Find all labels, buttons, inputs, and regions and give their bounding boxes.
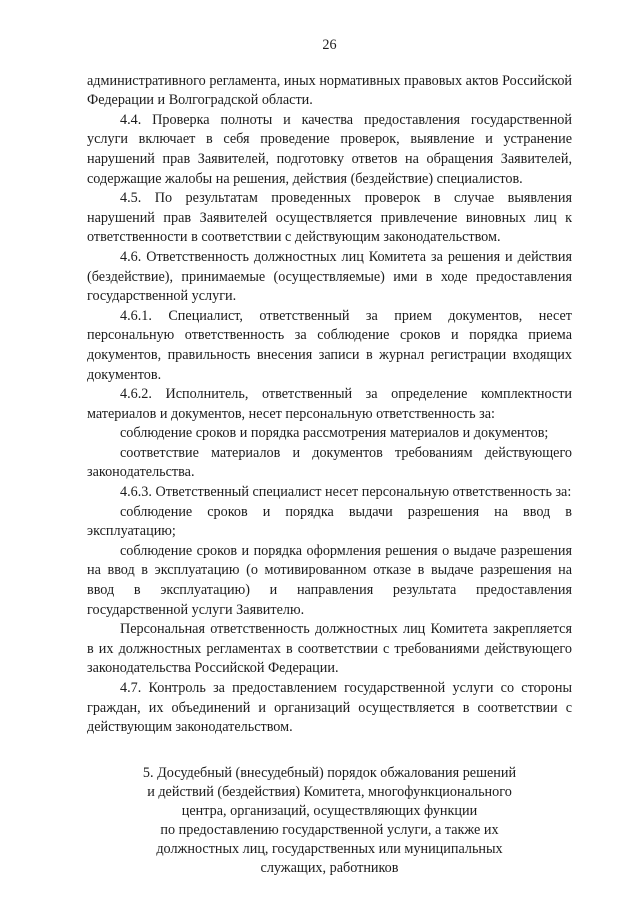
list-item: соблюдение сроков и порядка оформления решения о выдаче разрешения на ввод в эксплуатацию (о мотивированном отказе в выдаче разрешения на ввод в эксплуатацию) и направления результата предоставления государственной услуги Заявителю. [87,542,572,618]
paragraph: 4.5. По результатам проведенных проверок в случае выявления нарушений прав Заявителей осуществляется привлечение виновных лиц к ответственности в соответствии с действующим законодательством. [87,190,572,246]
paragraph: 4.7. Контроль за предоставлением государственной услуги со стороны граждан, их объединений и организаций осуществляется в соответствии с действующим законодательством. [87,680,572,736]
paragraph: 4.6.2. Исполнитель, ответственный за определение комплектности материалов и документов, несет персональную ответственность за: [87,386,572,422]
paragraph: административного регламента, иных нормативных правовых актов Российской Федерации и Волгоградской области. [87,72,572,109]
section-heading-line: служащих, работников [260,859,399,876]
section-heading-line: по предоставлению государственной услуги, а также их [160,821,499,838]
page-number: 26 [322,37,337,53]
section-heading-line: центра, организаций, осуществляющих функции [181,802,478,819]
section-heading-line: и действий (бездействия) Комитета, многофункционального [147,783,512,800]
list-item: соответствие материалов и документов требованиям действующего законодательства. [87,444,572,481]
list-item: соблюдение сроков и порядка рассмотрения материалов и документов; [120,425,549,442]
document-body [87,72,572,738]
section-heading [87,764,572,878]
paragraph: 4.6.1. Специалист, ответственный за прием документов, несет персональную ответственность за соблюдение сроков и порядка приема документов, правильность внесения записи в журнал регистрации входящих документов. [87,307,572,383]
paragraph: 4.6. Ответственность должностных лиц Комитета за решения и действия (бездействие), принимаемые (осуществляемые) ими в ходе предоставления государственной услуги. [87,248,572,305]
section-heading-line: 5. Досудебный (внесудебный) порядок обжалования решений [142,764,517,781]
paragraph: 4.4. Проверка полноты и качества предоставления государственной услуги включает в себя проведение проверок, выявление и устранение нарушений прав Заявителей, подготовку ответов на обращения Заявителей, содержащие жалобы на решения, действия (бездействие) специалистов. [87,111,572,187]
list-item: соблюдение сроков и порядка выдачи разрешения на ввод в эксплуатацию; [87,503,572,540]
paragraph: 4.6.3. Ответственный специалист несет персональную ответственность за: [120,484,572,501]
paragraph: Персональная ответственность должностных лиц Комитета закрепляется в их должностных регламентах в соответствии с требованиями действующего законодательства Российской Федерации. [87,621,572,677]
section-heading-line: должностных лиц, государственных или муниципальных [156,840,503,857]
